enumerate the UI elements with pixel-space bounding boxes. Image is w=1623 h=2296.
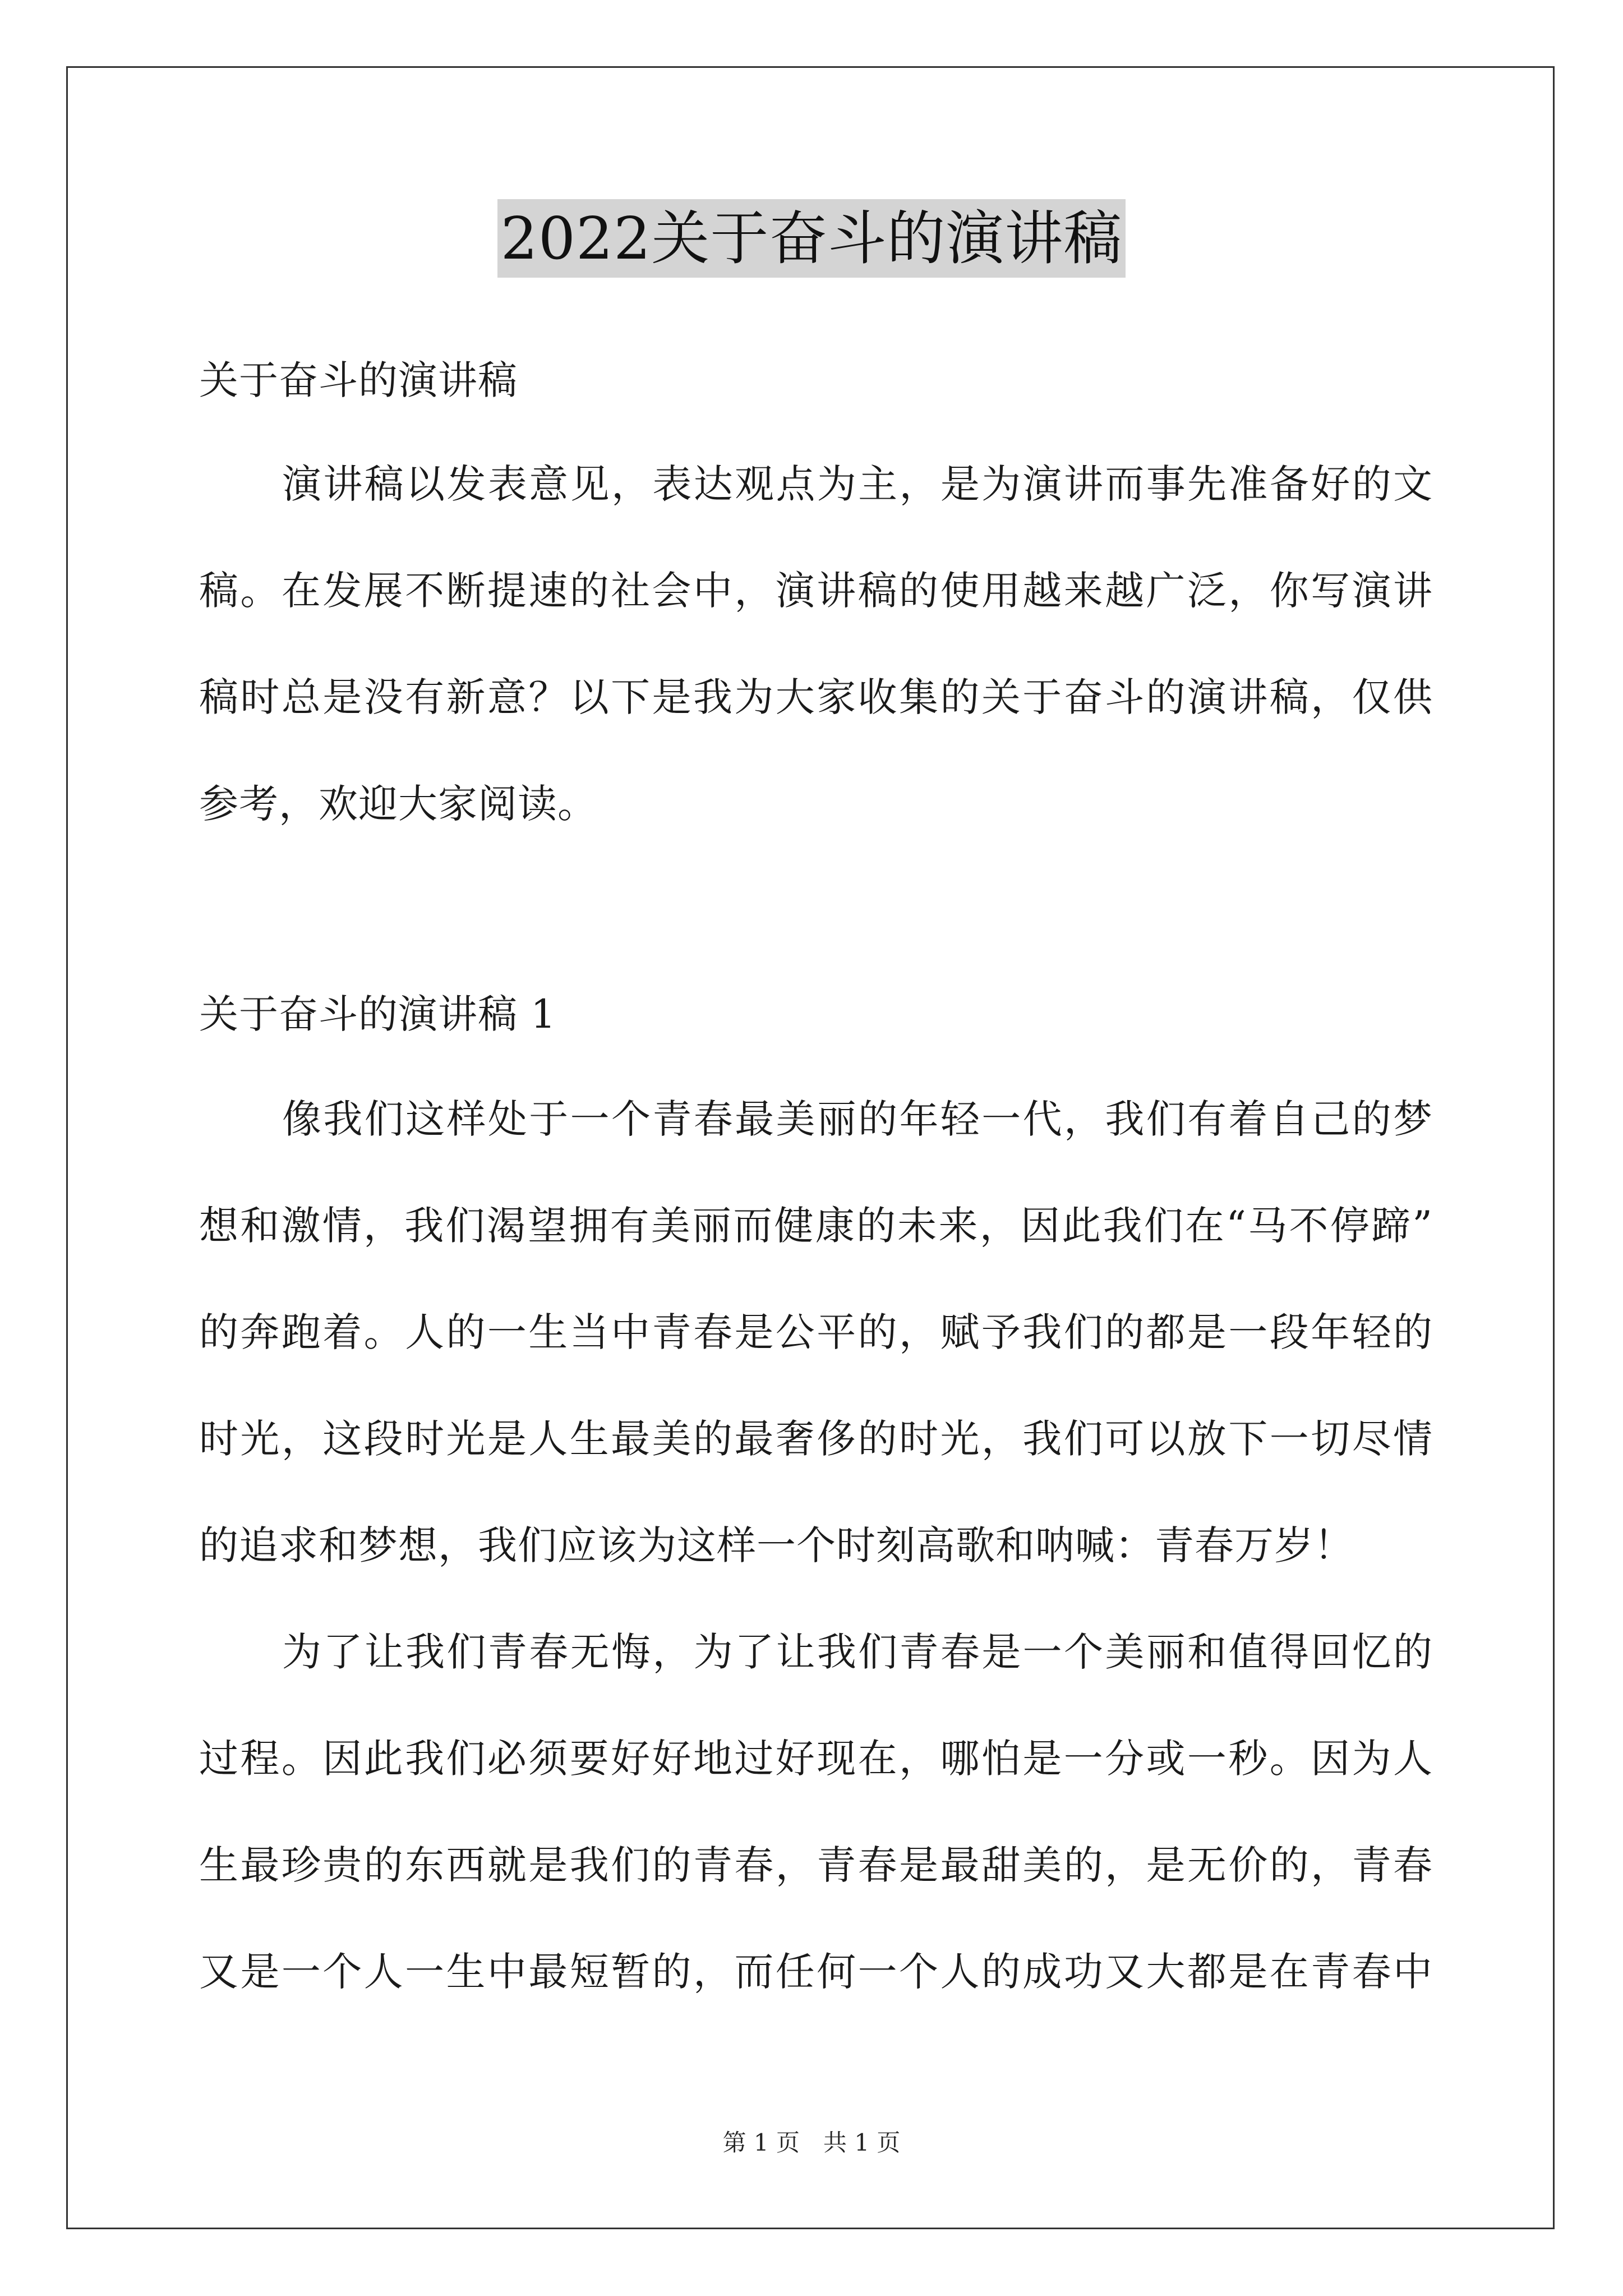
title-container bbox=[0, 199, 1623, 278]
paragraph-line: 又是一个人一生中最短暂的，而任何一个人的成功又大都是在青春中 bbox=[199, 1949, 1433, 1995]
paragraph-line: 过程。因此我们必须要好好地过好现在，哪怕是一分或一秒。因为人 bbox=[199, 1736, 1433, 1782]
section-heading: 关于奋斗的演讲稿 1 bbox=[199, 991, 556, 1037]
paragraph-line: 时光，这段时光是人生最美的最奢侈的时光，我们可以放下一切尽情 bbox=[199, 1416, 1433, 1462]
paragraph-line: 稿。在发展不断提速的社会中，演讲稿的使用越来越广泛，你写演讲 bbox=[199, 568, 1433, 614]
paragraph-line: 参考，欢迎大家阅读。 bbox=[199, 781, 597, 827]
paragraph-line: 想和激情，我们渴望拥有美丽而健康的未来，因此我们在“马不停蹄” bbox=[199, 1203, 1433, 1249]
document-title: 2022关于奋斗的演讲稿 bbox=[497, 199, 1126, 278]
paragraph-line: 生最珍贵的东西就是我们的青春，青春是最甜美的，是无价的，青春 bbox=[199, 1842, 1433, 1888]
paragraph-line: 的追求和梦想，我们应该为这样一个时刻高歌和呐喊：青春万岁！ bbox=[199, 1522, 1354, 1568]
section-heading: 关于奋斗的演讲稿 bbox=[199, 357, 518, 403]
paragraph-line: 为了让我们青春无悔，为了让我们青春是一个美丽和值得回忆的 bbox=[282, 1629, 1433, 1675]
page-footer: 第 1 页 共 1 页 bbox=[722, 2129, 901, 2156]
paragraph-line: 稿时总是没有新意？以下是我为大家收集的关于奋斗的演讲稿，仅供 bbox=[199, 674, 1433, 720]
paragraph-line: 的奔跑着。人的一生当中青春是公平的，赋予我们的都是一段年轻的 bbox=[199, 1309, 1433, 1355]
paragraph-line: 像我们这样处于一个青春最美丽的年轻一代，我们有着自己的梦 bbox=[282, 1096, 1433, 1142]
paragraph-line: 演讲稿以发表意见，表达观点为主，是为演讲而事先准备好的文 bbox=[282, 461, 1433, 507]
